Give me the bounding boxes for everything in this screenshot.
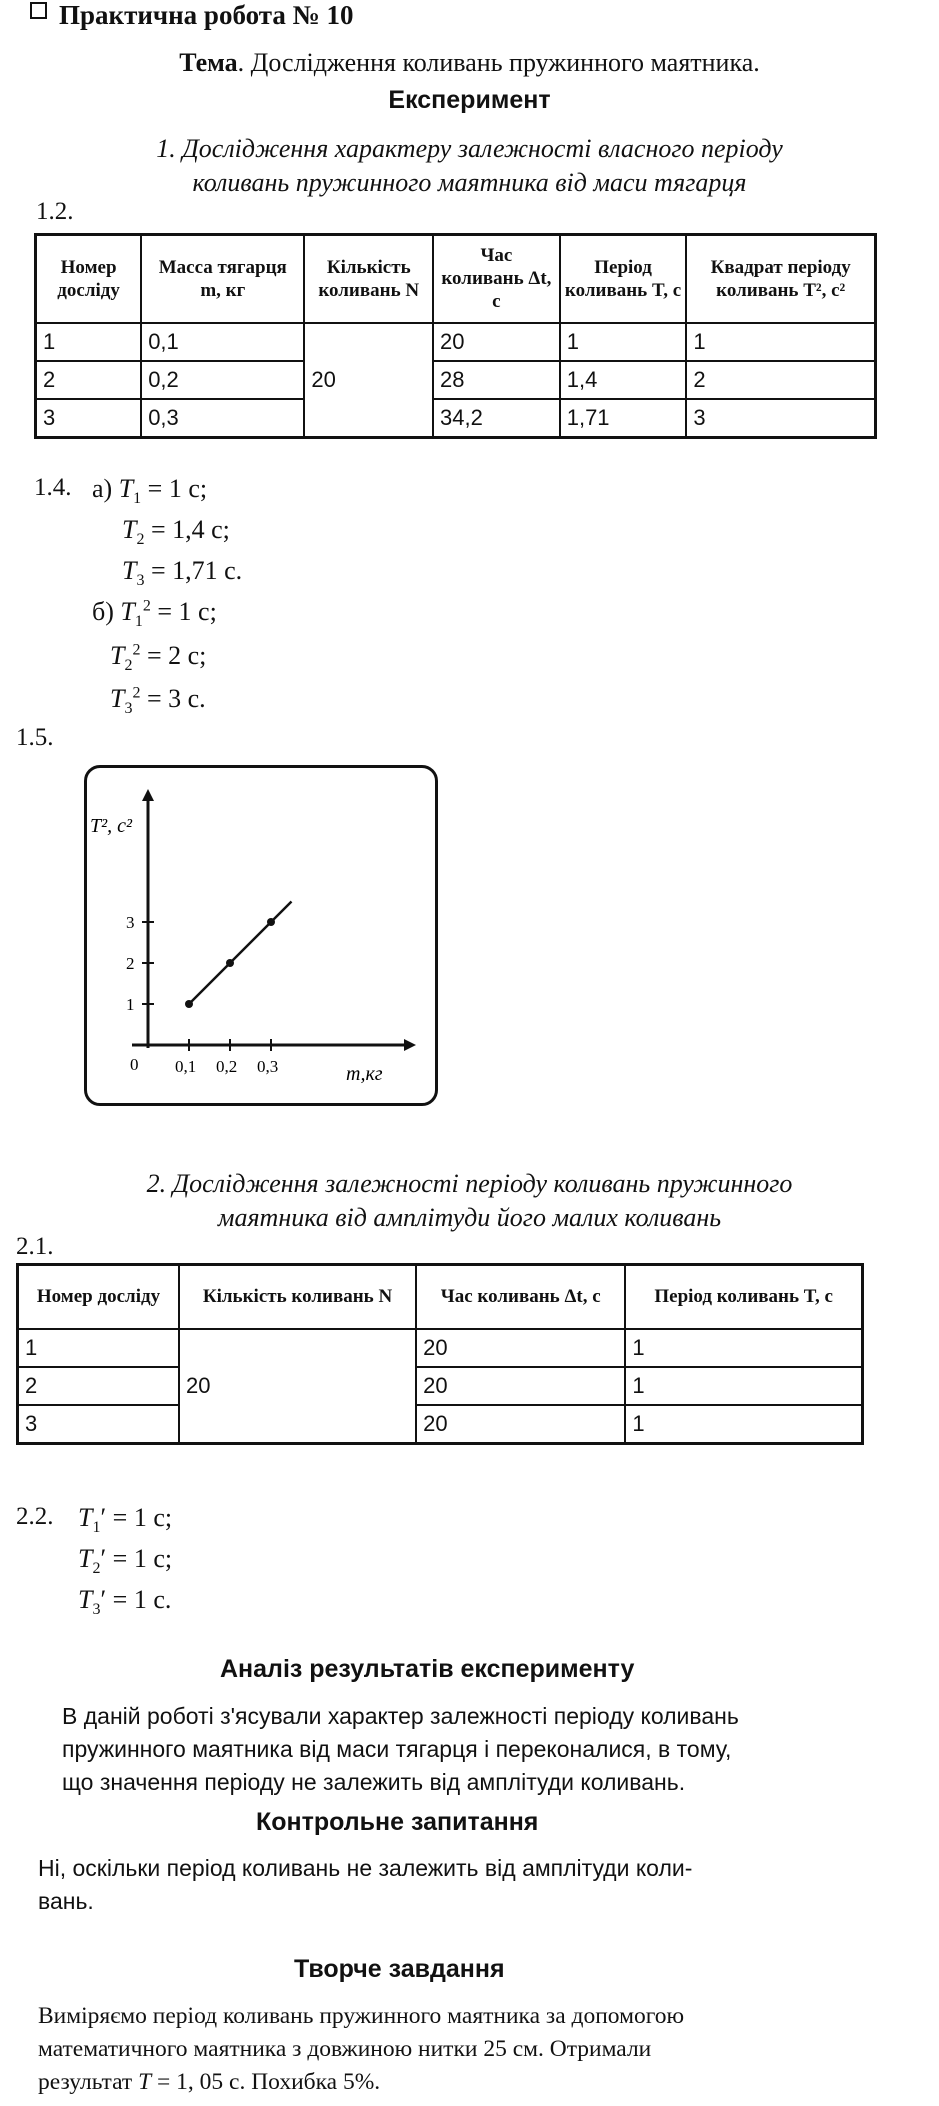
answer-t2-line: $T_2 = 1,4$ с;	[122, 515, 230, 549]
cell-period: 1,71	[560, 399, 687, 438]
control-paragraph	[38, 1852, 692, 1918]
analysis-line: що значення періоду не залежить від амплітуди коливань.	[62, 1769, 686, 1795]
control-line: вань.	[38, 1888, 94, 1914]
answer22-t2: = 1 с;	[112, 1544, 173, 1573]
x-tick-label: 0,1	[175, 1057, 197, 1076]
page-title: Практична робота № 10	[59, 0, 354, 30]
answer-b-label: б)	[92, 597, 114, 626]
cell-time: 20	[416, 1367, 625, 1405]
creative-line3-rest: = 1, 05 с. Похибка 5%.	[157, 2069, 381, 2095]
col-header: Час коливань Δt, с	[416, 1265, 625, 1329]
cell-num: 1	[36, 323, 142, 361]
creative-line: Виміряємо період коливань пружинного маятника за допомогою	[38, 2003, 685, 2029]
cell-mass: 0,2	[141, 361, 304, 399]
creative-line3: результат T = 1, 05 с. Похибка 5%.	[38, 2069, 381, 2095]
section2-title	[40, 1167, 899, 1235]
x-axis-label: m,кг	[346, 1063, 383, 1085]
answer-t3: = 1,71 с.	[150, 556, 243, 585]
cell-num: 3	[36, 399, 142, 438]
answer22-t3-line: $T_3' = 1$ с.	[78, 1585, 172, 1619]
cell-count: 20	[179, 1329, 416, 1444]
page-header	[30, 0, 353, 31]
answers22-label: 2.2.	[16, 1503, 54, 1530]
cell-period: 1	[560, 323, 687, 361]
answers14-label: 1.4.	[34, 474, 72, 501]
data-point	[267, 918, 275, 926]
cell-mass: 0,1	[141, 323, 304, 361]
cell-count: 20	[304, 323, 433, 438]
analysis-paragraph	[62, 1700, 739, 1799]
cell-time: 20	[416, 1329, 625, 1367]
control-heading: Контрольне запитання	[256, 1808, 539, 1836]
answer22-t2-line: $T_2' = 1$ с;	[78, 1544, 173, 1578]
table-amplitude-period	[16, 1263, 864, 1445]
answer-a-label: а)	[92, 474, 113, 503]
x-tick-label: 0,2	[216, 1057, 238, 1076]
cell-time: 34,2	[433, 399, 560, 438]
col-header: Номер досліду	[18, 1265, 179, 1329]
table-row	[36, 361, 876, 399]
cell-num: 3	[18, 1405, 179, 1444]
section2-title-line1: 2. Дослідження залежності періоду коливань пружинного	[146, 1169, 793, 1198]
col-header: Кількість коливань N	[304, 235, 433, 323]
answer22-t1: = 1 с;	[112, 1503, 173, 1532]
y-tick-label: 3	[126, 913, 135, 932]
answer22-t1-line: $T_1' = 1$ с;	[78, 1503, 173, 1537]
cell-num: 2	[36, 361, 142, 399]
col-header: Період коливань T, с	[560, 235, 687, 323]
answer-a: а) $T_1 = 1$ с;	[92, 474, 208, 508]
data-point	[185, 1000, 193, 1008]
table-row	[18, 1405, 863, 1444]
experiment-heading: Експеримент	[388, 86, 551, 114]
origin-label: 0	[130, 1055, 139, 1074]
table-row	[18, 1367, 863, 1405]
col-header: Період коливань T, с	[625, 1265, 862, 1329]
creative-heading: Творче завдання	[294, 1955, 505, 1983]
answer-t3sq-line: $T_3^2 = 3$ с.	[110, 684, 206, 718]
cell-period-sq: 2	[686, 361, 875, 399]
col-header: Масса тягарця m, кг	[141, 235, 304, 323]
analysis-heading: Аналіз результатів експерименту	[220, 1655, 635, 1683]
table-row	[36, 323, 876, 361]
data-point	[226, 959, 234, 967]
creative-paragraph	[38, 2000, 684, 2099]
y-axis-label: T², с²	[90, 815, 132, 837]
col-header: Номер досліду	[36, 235, 142, 323]
series-line	[189, 902, 292, 1005]
section1-title-line2: коливань пружинного маятника від маси тягарця	[192, 168, 747, 197]
answer-t3sq: = 3 с.	[146, 684, 206, 713]
cell-mass: 0,3	[141, 399, 304, 438]
cell-period-sq: 3	[686, 399, 875, 438]
topic-label: Тема	[179, 48, 238, 77]
answer-t2sq: = 2 с;	[146, 641, 207, 670]
table2-label: 2.1.	[16, 1233, 54, 1260]
cell-time: 20	[416, 1405, 625, 1444]
section1-title	[40, 132, 899, 200]
table-mass-period	[34, 233, 877, 439]
answer-t2sq-line: $T_2^2 = 2$ с;	[110, 641, 207, 675]
creative-line: математичного маятника з довжиною нитки 25 см. Отримали	[38, 2036, 652, 2062]
section2-title-line2: маятника від амплітуди його малих коливань	[217, 1203, 722, 1232]
topic-line	[40, 48, 899, 78]
cell-num: 2	[18, 1367, 179, 1405]
answer-b: б) $T_1^2 = 1$ с;	[92, 597, 217, 631]
y-tick-label: 1	[126, 995, 135, 1014]
table-row	[18, 1329, 863, 1367]
cell-period: 1	[625, 1367, 862, 1405]
answer-t1sq: = 1 с;	[157, 597, 217, 626]
analysis-line: В даній роботі з'ясували характер залежності періоду коливань	[62, 1703, 739, 1729]
cell-num: 1	[18, 1329, 179, 1367]
checkbox-icon	[30, 2, 47, 19]
y-tick-label: 2	[126, 954, 135, 973]
col-header: Час коливань Δt, с	[433, 235, 560, 323]
answer-t3-line: $T_3 = 1,71$ с.	[122, 556, 243, 590]
col-header: Кількість коливань N	[179, 1265, 416, 1329]
cell-period-sq: 1	[686, 323, 875, 361]
table1-label: 1.2.	[36, 198, 74, 225]
creative-line3-prefix: результат	[38, 2069, 133, 2095]
cell-period: 1	[625, 1329, 862, 1367]
section1-title-line1: 1. Дослідження характеру залежності власного періоду	[156, 134, 783, 163]
chart-t2-vs-mass	[84, 765, 438, 1106]
cell-period: 1,4	[560, 361, 687, 399]
col-header: Квадрат періоду коливань T², с²	[686, 235, 875, 323]
answer22-t3: = 1 с.	[112, 1585, 172, 1614]
table2-header-row	[18, 1265, 863, 1329]
cell-time: 28	[433, 361, 560, 399]
answer-t1: = 1 с;	[147, 474, 208, 503]
answer-t2: = 1,4 с;	[150, 515, 230, 544]
x-tick-label: 0,3	[257, 1057, 279, 1076]
topic-text: . Дослідження коливань пружинного маятника.	[237, 48, 760, 77]
cell-time: 20	[433, 323, 560, 361]
graph-label: 1.5.	[16, 724, 54, 751]
table-row	[36, 399, 876, 438]
cell-period: 1	[625, 1405, 862, 1444]
analysis-line: пружинного маятника від маси тягарця і переконалися, в тому,	[62, 1736, 732, 1762]
control-line: Ні, оскільки період коливань не залежить від амплітуди коли-	[38, 1855, 693, 1881]
table1-header-row	[36, 235, 876, 323]
